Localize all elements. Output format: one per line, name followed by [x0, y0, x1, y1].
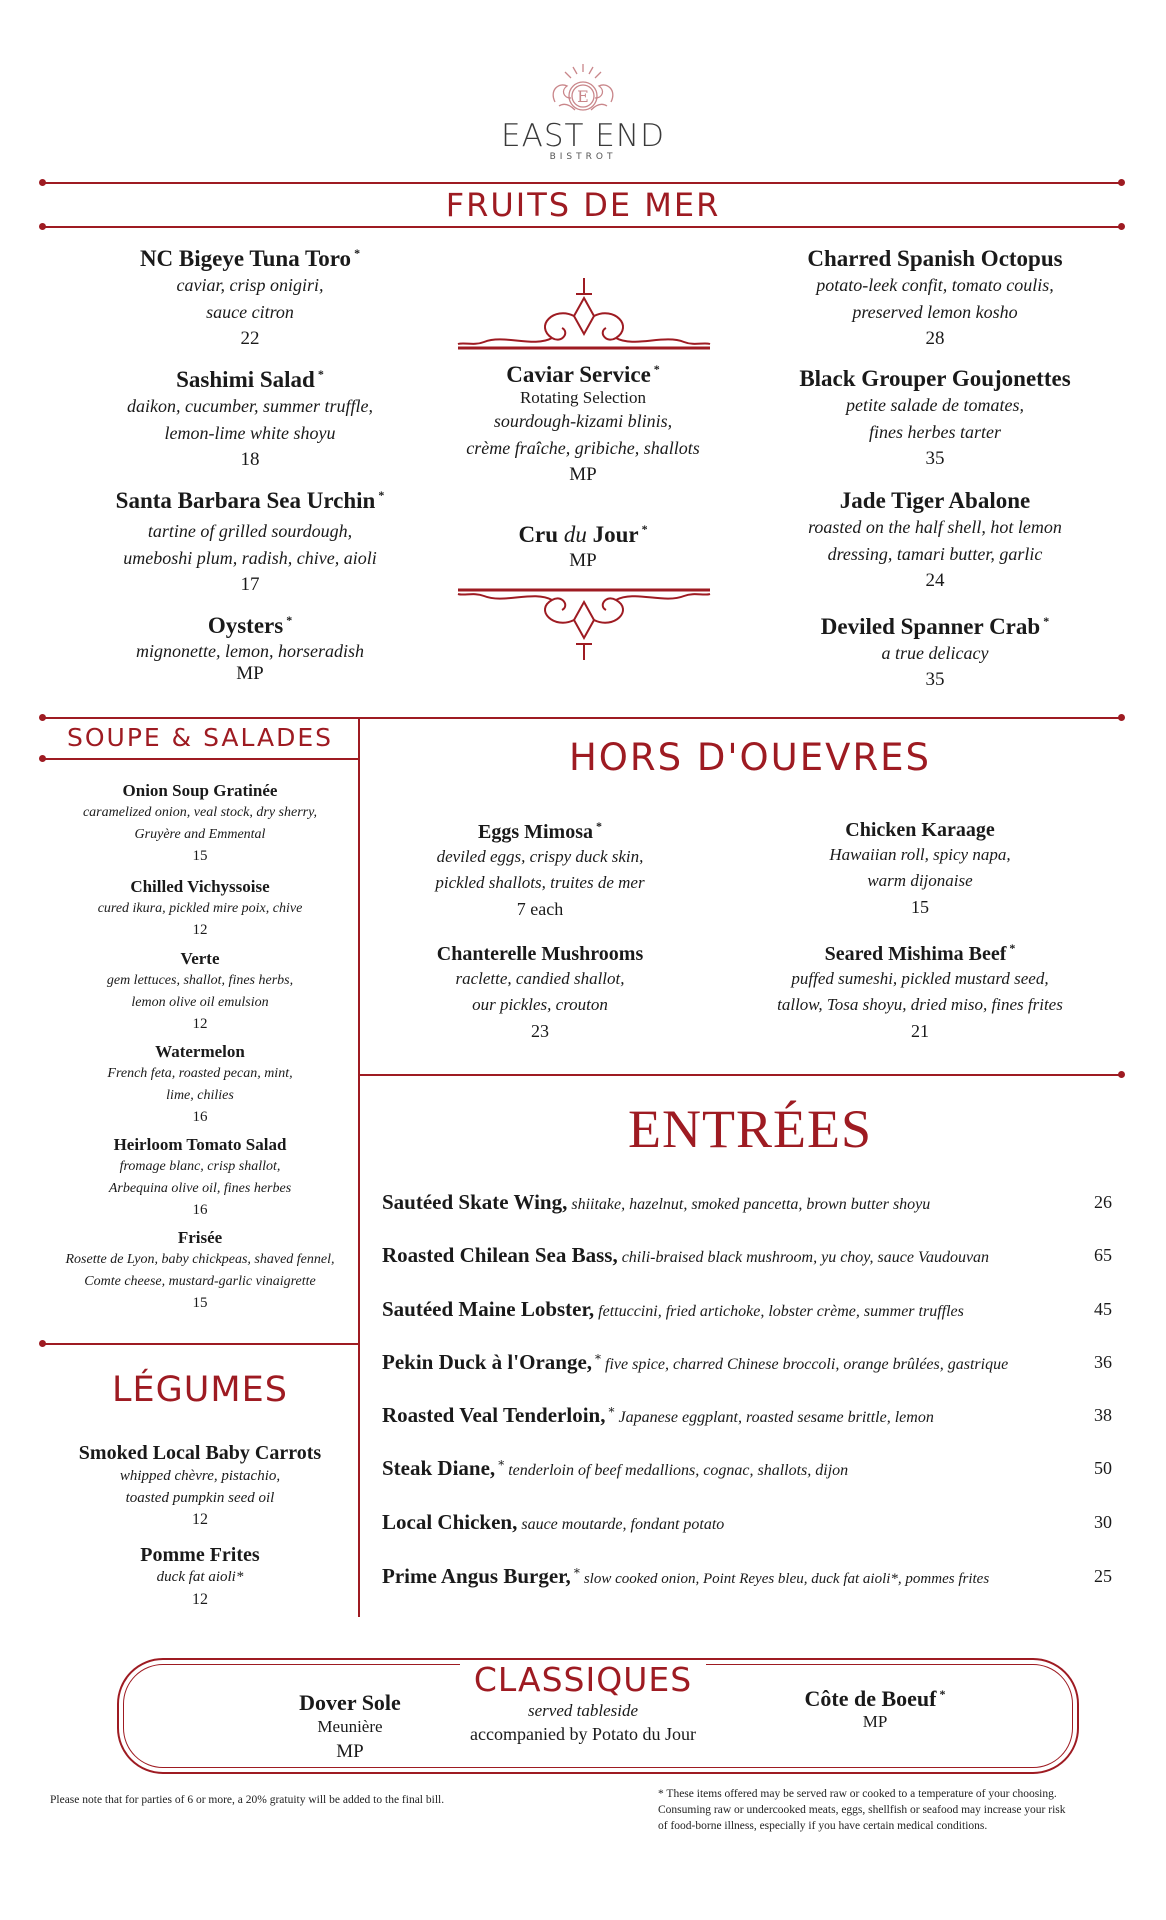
section-title-fruits: FRUITS DE MER [445, 186, 721, 224]
divider-dot [1118, 714, 1125, 721]
menu-item: Chilled Vichyssoise cured ikura, pickled mire poix, chive 12 [97, 877, 303, 938]
ornament-top-icon [454, 276, 714, 356]
divider-dot [39, 1340, 46, 1347]
menu-item: Oysters * mignonette, lemon, horseradish MP [136, 613, 364, 684]
divider-dot [1118, 1071, 1125, 1078]
menu-item: Frisée Rosette de Lyon, baby chickpeas, shaved fennel, Comte cheese, mustard-garlic vinaigrette 15 [65, 1228, 335, 1311]
menu-item: Eggs Mimosa * deviled eggs, crispy duck skin, pickled shallots, truites de mer 7 each [435, 819, 645, 919]
crest-icon [535, 62, 631, 120]
section-title-hors: HORS D'OUEVRES [568, 736, 932, 779]
menu-item: Chanterelle Mushrooms raclette, candied shallot, our pickles, crouton 23 [436, 943, 644, 1041]
menu-item: Onion Soup Gratinée caramelized onion, veal stock, dry sherry, Gruyère and Emmental 15 [82, 781, 318, 864]
divider-dot [39, 223, 46, 230]
divider-below-fruits [42, 226, 1122, 228]
section-title-soupe: SOUPE & SALADES [66, 723, 334, 752]
entree-item: Sautéed Maine Lobster, fettuccini, fried artichoke, lobster crème, summer truffles 45 [382, 1297, 1112, 1321]
divider-dot [39, 714, 46, 721]
menu-item: Smoked Local Baby Carrots whipped chèvre, pistachio, toasted pumpkin seed oil 12 [78, 1442, 322, 1528]
menu-item: Watermelon French feta, roasted pecan, mint, lime, chilies 16 [107, 1042, 293, 1125]
menu-item: Deviled Spanner Crab * a true delicacy 35 [820, 614, 1050, 690]
entree-item: Roasted Chilean Sea Bass, chili-braised black mushroom, yu choy, sauce Vaudouvan 65 [382, 1243, 1112, 1267]
menu-item: Verte gem lettuces, shallot, fines herbs, lemon olive oil emulsion 12 [106, 949, 294, 1032]
menu-item: Seared Mishima Beef * puffed sumeshi, pickled mustard seed, tallow, Tosa shoyu, dried miso, fines frites 21 [777, 941, 1063, 1041]
classiques-subtitle: served tableside accompanied by Potato du Jour [470, 1701, 696, 1744]
divider-top [42, 182, 1122, 184]
menu-item: Sashimi Salad * daikon, cucumber, summer truffle, lemon-lime white shoyu 18 [127, 367, 373, 470]
menu-item-cru-du-jour: Cru du Jour * MP [518, 522, 648, 571]
divider-dot [39, 755, 46, 762]
entree-item: Sautéed Skate Wing, shiitake, hazelnut, smoked pancetta, brown butter shoyu 26 [382, 1190, 1112, 1214]
menu-item: Chicken Karaage Hawaiian roll, spicy napa, warm dijonaise 15 [829, 819, 1011, 917]
menu-item: Black Grouper Goujonettes petite salade de tomates, fines herbes tarter 35 [799, 366, 1071, 469]
divider-dot [1118, 223, 1125, 230]
section-title-classiques: CLASSIQUES [460, 1660, 706, 1700]
divider-entrees [358, 1074, 1122, 1076]
menu-item-dover-sole: Dover Sole Meunière MP [299, 1690, 401, 1762]
logo-monogram: E [577, 87, 589, 106]
menu-item: Charred Spanish Octopus potato-leek confit, tomato coulis, preserved lemon kosho 28 [807, 246, 1063, 349]
entree-item: Steak Diane, * tenderloin of beef medallions, cognac, shallots, dijon 50 [382, 1456, 1112, 1480]
brand-name: EAST END [501, 118, 665, 154]
menu-item: Santa Barbara Sea Urchin * tartine of grilled sourdough, umeboshi plum, radish, chive, aioli 17 [115, 488, 385, 595]
divider-vertical [358, 717, 360, 1617]
divider-legumes [42, 1343, 358, 1345]
menu-item-caviar: Caviar Service * Rotating Selection sourdough-kizami blinis, crème fraîche, gribiche, shallots MP [466, 362, 700, 485]
section-title-legumes: LÉGUMES [112, 1370, 288, 1410]
gratuity-note: Please note that for parties of 6 or more, a 20% gratuity will be added to the final bill. [50, 1794, 445, 1806]
brand-subtitle: BISTROT [549, 152, 617, 162]
entree-item: Roasted Veal Tenderloin, * Japanese eggplant, roasted sesame brittle, lemon 38 [382, 1403, 1112, 1427]
menu-item: NC Bigeye Tuna Toro * caviar, crisp onigiri, sauce citron 22 [139, 246, 361, 349]
divider-dot [1118, 179, 1125, 186]
entree-item: Local Chicken, sauce moutarde, fondant potato 30 [382, 1510, 1112, 1534]
divider-soupe [42, 758, 358, 760]
menu-item: Jade Tiger Abalone roasted on the half shell, hot lemon dressing, tamari butter, garlic 24 [808, 488, 1062, 591]
entree-item: Pekin Duck à l'Orange, * five spice, charred Chinese broccoli, orange brûlées, gastrique 36 [382, 1350, 1112, 1374]
section-title-entrees: ENTRÉES [628, 1099, 872, 1159]
ornament-bottom-icon [454, 584, 714, 664]
entree-item: Prime Angus Burger, * slow cooked onion, Point Reyes bleu, duck fat aioli*, pommes frites 25 [382, 1564, 1112, 1588]
menu-item: Heirloom Tomato Salad fromage blanc, crisp shallot, Arbequina olive oil, fines herbes 16 [108, 1135, 292, 1218]
logo [483, 62, 683, 162]
menu-item-cote-de-boeuf: Côte de Boeuf * MP [804, 1686, 946, 1731]
raw-food-disclaimer: * These items offered may be served raw or cooked to a temperature of your choosing. Consuming raw or undercooked meats, eggs, shellfish or seafood may increase your risk of food-borne illness, especially if you have certain medical conditions. [658, 1788, 1066, 1832]
divider-middle [42, 717, 1122, 719]
divider-dot [39, 179, 46, 186]
menu-item: Pomme Frites duck fat aioli* 12 [140, 1544, 260, 1608]
